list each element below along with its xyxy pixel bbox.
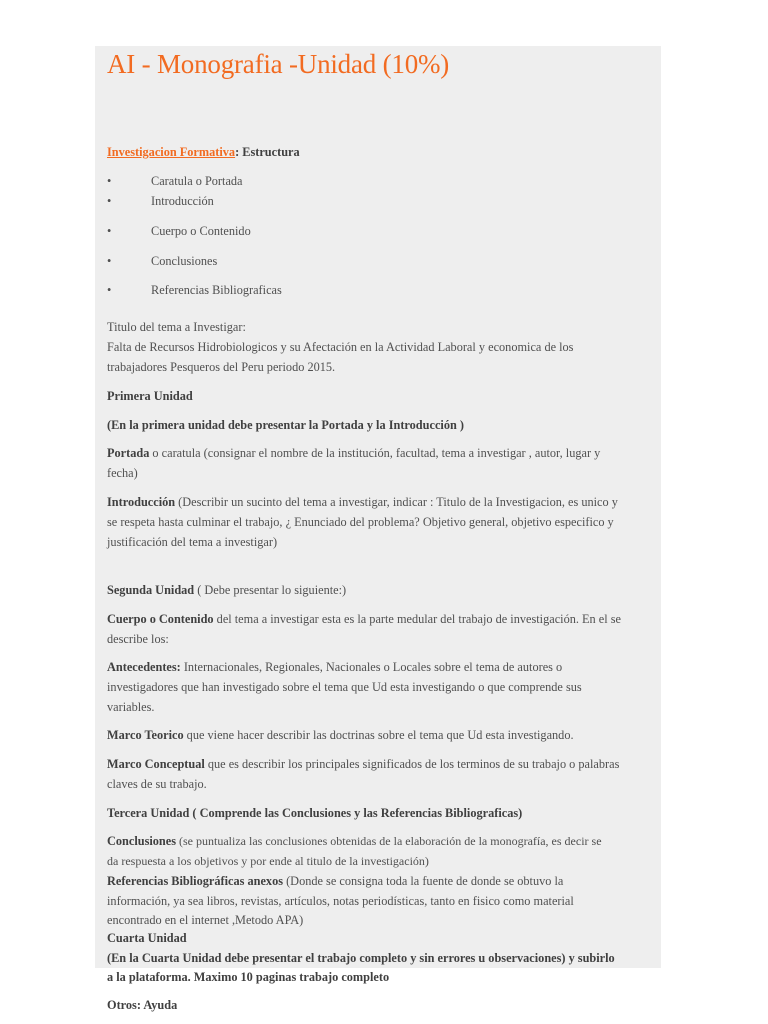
tema-line: trabajadores Pesqueros del Peru periodo 2015.	[107, 360, 336, 374]
document-panel	[95, 46, 661, 1012]
portada-paragraph	[107, 443, 659, 463]
list-item-label: Conclusiones	[151, 254, 218, 268]
antecedentes-paragraph	[107, 657, 659, 677]
term-label: Marco Teorico	[107, 728, 184, 742]
marco-conceptual-paragraph	[107, 754, 659, 774]
bullet-icon: •	[107, 283, 112, 297]
paragraph-line: justificación del tema a investigar)	[107, 535, 278, 549]
list-item-label: Cuerpo o Contenido	[151, 224, 251, 238]
bullet-icon: •	[107, 194, 112, 208]
list-item-label: Introducción	[151, 194, 214, 208]
term-label: Referencias Bibliográficas anexos	[107, 874, 284, 888]
heading-text: Segunda Unidad	[107, 583, 195, 597]
term-label: Antecedentes:	[107, 660, 181, 674]
paragraph-text: que es describir los principales significados de los terminos de su trabajo o palabras	[204, 757, 620, 771]
conclusiones-paragraph	[107, 831, 659, 851]
marco-teorico-paragraph	[107, 725, 659, 745]
otros-ayuda	[107, 995, 659, 1015]
list-item-label: Caratula o Portada	[151, 174, 243, 188]
heading-text: Cuarta Unidad	[107, 931, 187, 945]
paragraph-line: da respuesta a los objetivos y por ende al titulo de la investigación)	[107, 854, 429, 868]
investigacion-formativa-link[interactable]: Investigacion Formativa	[107, 145, 236, 159]
paragraph-line: variables.	[107, 700, 155, 714]
heading-text: (En la primera unidad debe presentar la Portada y la Introducción )	[107, 418, 464, 432]
tema-line: Falta de Recursos Hidrobiologicos y su Afectación en la Actividad Laboral y economica de los	[107, 340, 574, 354]
page-title: AI - Monografia -Unidad (10%)	[107, 49, 450, 79]
term-label: Introducción	[107, 495, 176, 509]
paragraph-line: encontrado en el internet ,Metodo APA)	[107, 913, 304, 927]
paragraph-line: se respeta hasta culminar el trabajo, ¿ Enunciado del problema? Objetivo general, objetivo especifico y	[107, 515, 614, 529]
primera-unidad-heading	[107, 386, 659, 406]
heading-text: a la plataforma. Maximo 10 paginas trabajo completo	[107, 970, 390, 984]
segunda-unidad-heading	[107, 580, 659, 600]
term-label: Conclusiones	[107, 834, 177, 848]
paragraph-text: ( Debe presentar lo siguiente:)	[194, 583, 347, 597]
tercera-unidad-heading	[107, 803, 659, 823]
primera-unidad-sub	[107, 415, 659, 435]
list-item-label: Referencias Bibliograficas	[151, 283, 282, 297]
cuarta-unidad-line	[107, 948, 659, 968]
paragraph-text: (Donde se consigna toda la fuente de donde se obtuvo la	[283, 874, 564, 888]
paragraph-line: fecha)	[107, 466, 138, 480]
paragraph-line: información, ya sea libros, revistas, artículos, notas periodísticas, tanto en fisico como material	[107, 894, 574, 908]
referencias-paragraph	[107, 871, 659, 891]
bullet-icon: •	[107, 224, 112, 238]
paragraph-line: investigadores que han investigado sobre el tema que Ud esta investigando o que comprende sus	[107, 680, 582, 694]
paragraph-text: que viene hacer describir las doctrinas sobre el tema que Ud esta investigando.	[183, 728, 574, 742]
paragraph-text: del tema a investigar esta es la parte medular del trabajo de investigación. En el se	[213, 612, 621, 626]
estructura-label: : Estructura	[235, 145, 300, 159]
cuarta-unidad-line	[107, 967, 659, 987]
paragraph-line: describe los:	[107, 632, 169, 646]
paragraph-text: (se puntualiza las conclusiones obtenidas de la elaboración de la monografía, es decir se	[176, 834, 602, 848]
paragraph-text: o caratula (consignar el nombre de la institución, facultad, tema a investigar , autor, lugar y	[149, 446, 601, 460]
paragraph-line: claves de su trabajo.	[107, 777, 207, 791]
cuerpo-paragraph	[107, 609, 659, 629]
estructura-line	[107, 142, 659, 162]
term-label: Portada	[107, 446, 150, 460]
bullet-icon: •	[107, 174, 112, 188]
term-label: Cuerpo o Contenido	[107, 612, 214, 626]
cuarta-unidad-heading	[107, 928, 659, 948]
heading-text: (En la Cuarta Unidad debe presentar el trabajo completo y sin errores u observaciones) y subirlo	[107, 951, 615, 965]
bullet-icon: •	[107, 254, 112, 268]
paragraph-text: Internacionales, Regionales, Nacionales o Locales sobre el tema de autores o	[180, 660, 563, 674]
heading-text: Tercera Unidad ( Comprende las Conclusiones y las Referencias Bibliograficas)	[107, 806, 523, 820]
heading-text: Otros: Ayuda	[107, 998, 178, 1012]
paragraph-text: (Describir un sucinto del tema a investigar, indicar : Titulo de la Investigacion, es unico y	[175, 495, 618, 509]
introduccion-paragraph	[107, 492, 659, 512]
term-label: Marco Conceptual	[107, 757, 205, 771]
heading-text: Primera Unidad	[107, 389, 193, 403]
tema-label: Titulo del tema a Investigar:	[107, 320, 246, 334]
